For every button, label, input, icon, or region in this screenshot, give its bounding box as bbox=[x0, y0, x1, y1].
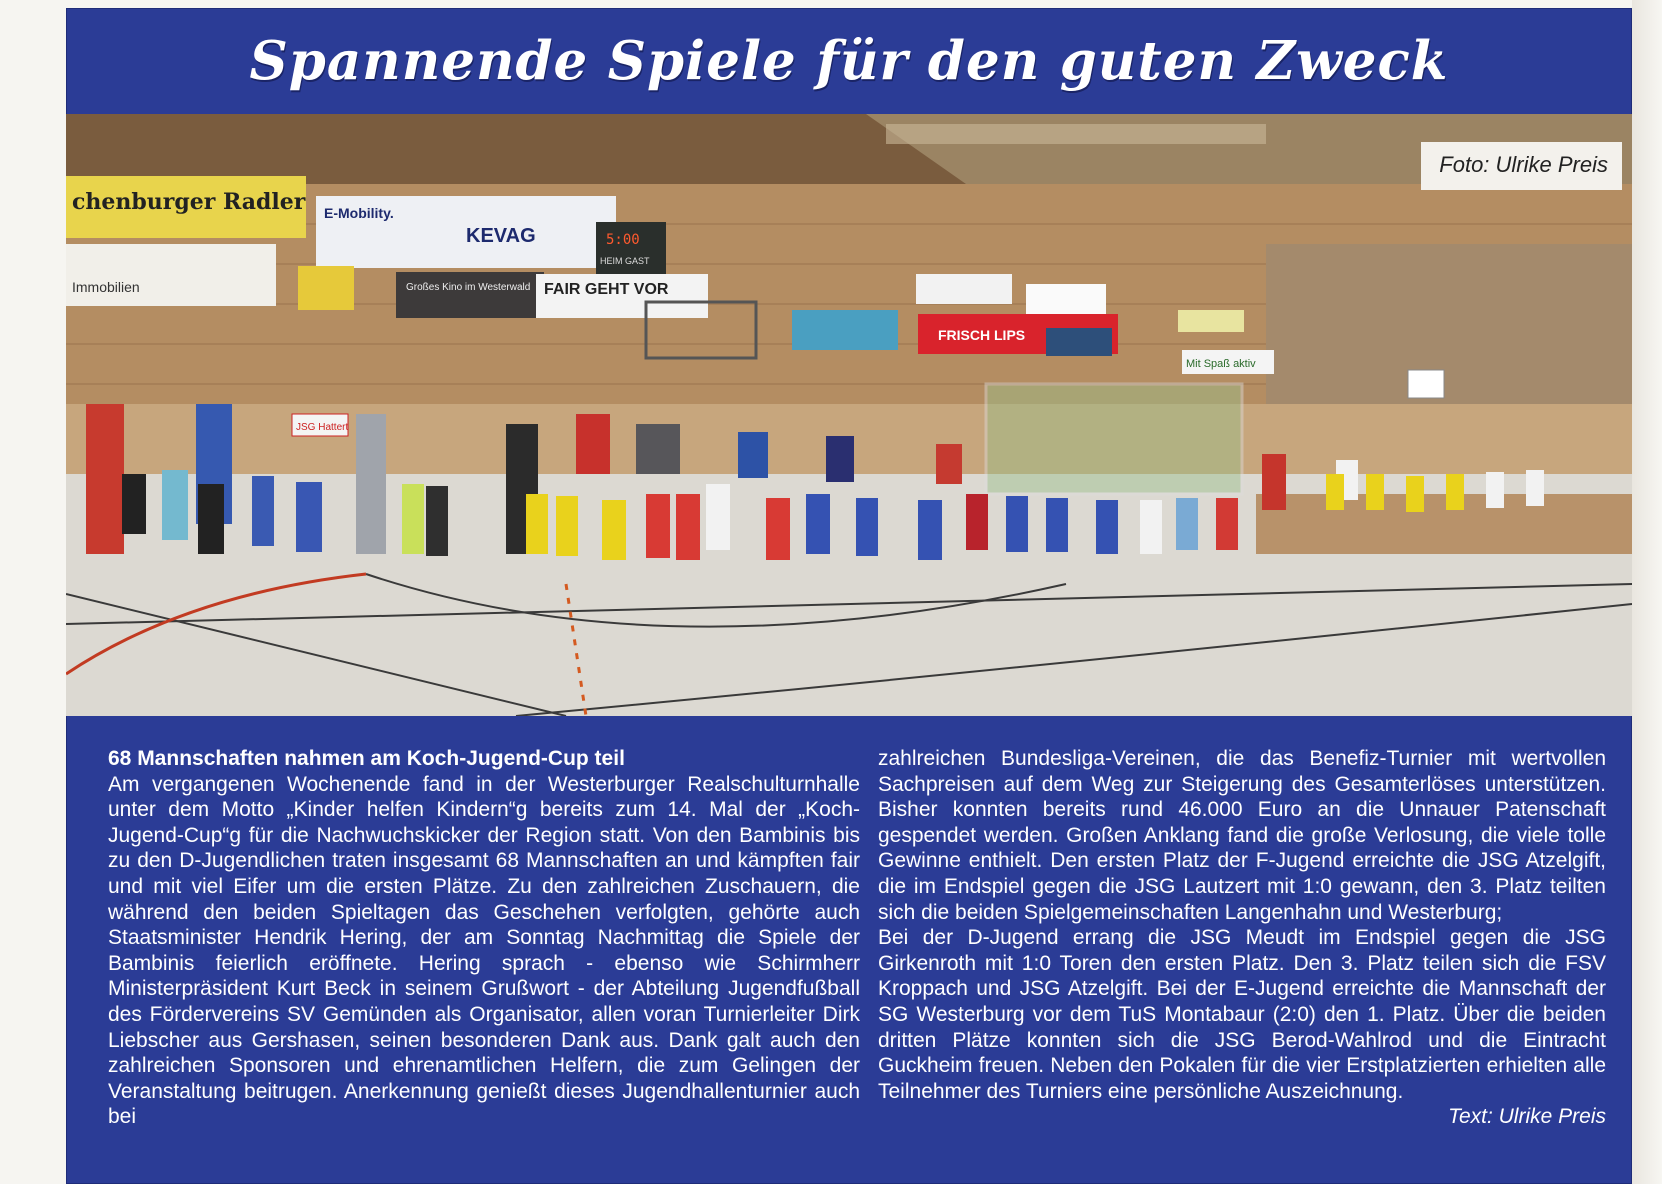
sports-hall-illustration bbox=[66, 114, 1632, 716]
article-headline: Spannende Spiele für den guten Zweck bbox=[249, 30, 1449, 92]
svg-text:Großes Kino im Westerwald: Großes Kino im Westerwald bbox=[406, 282, 531, 293]
svg-text:Immobilien: Immobilien bbox=[72, 279, 140, 295]
article-left-column bbox=[108, 746, 860, 1176]
svg-text:FRISCH LIPS: FRISCH LIPS bbox=[938, 327, 1026, 343]
svg-text:KEVAG: KEVAG bbox=[466, 225, 536, 247]
article-body-right-paragraph-2: Bei der D-Jugend errang die JSG Meudt im Endspiel gegen die JSG Girkenroth mit 1:0 Toren den ersten Platz. Den 3. Platz teilen sich die FSV Kroppach und JSG Atzelgift. Bei der E-Jugend erreichte die Mannschaft der SG Westerburg vor dem TuS Montabaur (2:0) den 1. Platz. Über die beiden dritten Plätze konnten sich die JSG Berod-Wahlrod und die Eintracht Guckheim freuen. Neben den Pokalen für die vier Erstplatzierten erhielten alle Teilnehmer des Turniers eine persönliche Auszeichnung. bbox=[878, 926, 1606, 1103]
svg-text:FAIR GEHT VOR: FAIR GEHT VOR bbox=[544, 281, 669, 298]
paper-edge bbox=[1632, 0, 1662, 1184]
svg-text:JSG Hattert: JSG Hattert bbox=[296, 422, 349, 433]
svg-text:Mit Spaß aktiv: Mit Spaß aktiv bbox=[1186, 358, 1256, 370]
article-photo bbox=[66, 114, 1632, 716]
article-body-right-paragraph-1: zahlreichen Bundesliga-Vereinen, die das Benefiz-Turnier mit wertvollen Sachpreisen auf dem Weg zur Steigerung des Gesamterlöses unterstützen. Bisher konnten bereits rund 46.000 Euro an die Unnauer Patenschaft gespendet werden. Großen Anklang fand die große Verlosung, die viele tolle Gewinne enthielt. Den ersten Platz der F-Jugend erreichte die JSG Atzelgift, die im Endspiel gegen die JSG Lautzert mit 1:0 gewann, den 3. Platz teilten sich die beiden Spielgemeinschaften Langenhahn und Westerburg; bbox=[878, 747, 1606, 924]
article-body-left: Am vergangenen Wochenende fand in der Westerburger Realschulturnhalle unter dem Motto „Kinder helfen Kindern“g bereits zum 14. Mal der „Koch-Jugend-Cup“g für die Nachwuchskicker der Region statt. Von den Bambinis bis zu den D-Jugendlichen traten insgesamt 68 Mannschaften an und kämpften fair und mit viel Eifer um die ersten Plätze. Zu den zahlreichen Zuschauern, die während den beiden Spieltagen das Geschehen verfolgten, gehörte auch Staatsminister Hendrik Hering, der am Sonntag Nachmittag die Spiele der Bambinis feierlich eröffnete. Hering sprach - ebenso wie Schirmherr Ministerpräsident Kurt Beck in seinem Grußwort - der Abteilung Jugendfußball des Fördervereins SV Gemünden als Organisator, allen voran Turnierleiter Dirk Liebscher aus Gershasen, seinen besonderen Dank aus. Dank galt auch den zahlreichen Sponsoren und ehrenamtlichen Helfern, die zum Gelingen der Veranstaltung beitrugen. Anerkennung genießt dieses Jugendhallenturnier auch bei bbox=[108, 772, 860, 1129]
article-right-column bbox=[878, 746, 1606, 1176]
text-credit: Text: Ulrike Preis bbox=[1448, 1105, 1606, 1129]
photo-credit: Foto: Ulrike Preis bbox=[1421, 142, 1622, 190]
svg-text:E-Mobility.: E-Mobility. bbox=[324, 205, 394, 221]
svg-text:HEIM GAST: HEIM GAST bbox=[600, 256, 650, 266]
newspaper-article bbox=[66, 8, 1632, 1184]
svg-text:5:00: 5:00 bbox=[606, 232, 640, 248]
banner-text: chenburger Radler bbox=[72, 189, 306, 215]
article-subheading: 68 Mannschaften nahmen am Koch-Jugend-Cup teil bbox=[108, 747, 625, 770]
